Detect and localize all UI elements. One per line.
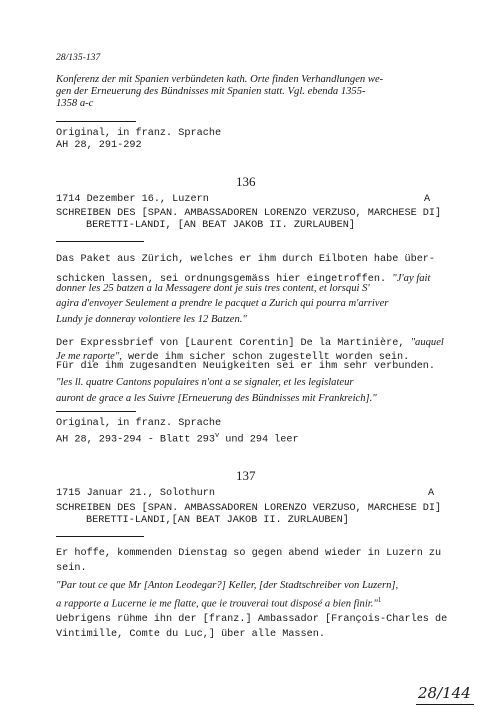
body-line: Das Paket aus Zürich, welches er ihm durch Eilboten habe über- [56,254,436,265]
divider [56,241,144,242]
source-text: und 294 leer [219,434,299,446]
body-text: werde ihm sicher schon zugestellt worden sein. [121,352,410,363]
source-text: AH 28, 293-294 - Blatt 293 [56,434,215,446]
body-line: Uebrigens rühme ihn der [franz.] Ambassador [François-Charles de [56,614,448,625]
document-number: 137 [236,468,256,483]
quote-line [56,596,381,610]
quote-text: Je me raporte", [56,351,122,362]
source-note [56,432,299,445]
body-line: Er hoffe, kommenden Dienstag so gegen abend wieder in Luzern zu [56,548,442,559]
document-type: A [428,488,435,499]
quote-line: Lundy je donneray volontiere les 12 Batzen." [56,314,247,325]
source-note: Original, in franz. Sprache [56,128,222,139]
quote-line: donner les 25 batzen a la Messagere dont je suis tres content, et lorsqui S' [56,283,370,294]
quote-text: a rapporte a Lucerne ie me flatte, que ie trouverai tout disposé a bien finir." [56,598,378,610]
body-text: schicken lassen, sei ordnungsgemäss hier eingetroffen. [56,274,393,285]
intro-line: 1358 a-c [56,98,94,109]
body-line: Für die ihm zugesandten Neuigkeiten sei er ihm sehr verbunden. [56,361,436,372]
document-type: A [424,194,431,205]
body-text: Der Expressbrief von [Laurent Corentin] De la Martinière, [56,338,411,349]
document-date-place: 1715 Januar 21., Solothurn [56,488,215,499]
divider [56,536,144,537]
quote-line: agira d'envoyer Seulement a prendre le pacquet a Zurich qui pourra m'arriver [56,298,389,309]
source-note: AH 28, 291-292 [56,140,142,151]
quote-line: "Par tout ce que Mr [Anton Leodegar?] Keller, [der Stadtschreiber von Luzern], [56,580,399,591]
quote-text: "auquel [410,337,444,348]
handwritten-page-mark: 28/144 [418,684,471,702]
document-title: SCHREIBEN DES [SPAN. AMBASSADOREN LORENZO VERZUSO, MARCHESE DI] [56,208,442,219]
divider [56,121,136,122]
document-number: 136 [236,174,256,189]
page-mark-underline [416,704,474,705]
body-line: sein. [56,563,87,574]
intro-line: Konferenz der mit Spanien verbündeten kath. Orte finden Verhandlungen we- [56,74,384,85]
document-title: SCHREIBEN DES [SPAN. AMBASSADOREN LORENZO VERZUSO, MARCHESE DI] [56,503,442,514]
document-title: BERETTI-LANDI,[AN BEAT JAKOB II. ZURLAUBEN] [86,515,349,526]
archive-reference: 28/135-137 [56,52,101,63]
quote-text: "J'ay fait [392,273,431,284]
document-title: BERETTI-LANDI, [AN BEAT JAKOB II. ZURLAUBEN] [86,220,355,231]
footnote-mark: 1 [377,596,382,604]
body-line: Vintimille, Comte du Luc,] über alle Massen. [56,629,325,640]
source-note: Original, in franz. Sprache [56,418,222,429]
quote-line: auront de grace a les Suivre [Erneuerung des Bündnisses mit Frankreich]." [56,393,377,404]
verso-mark: v [214,432,220,440]
intro-line: gen der Erneuerung des Bündnisses mit Spanien statt. Vgl. ebenda 1355- [56,86,366,97]
document-date-place: 1714 Dezember 16., Luzern [56,194,209,205]
quote-line: "les ll. quatre Cantons populaires n'ont a se signaler, et les legislateur [56,377,354,388]
divider [56,411,136,412]
